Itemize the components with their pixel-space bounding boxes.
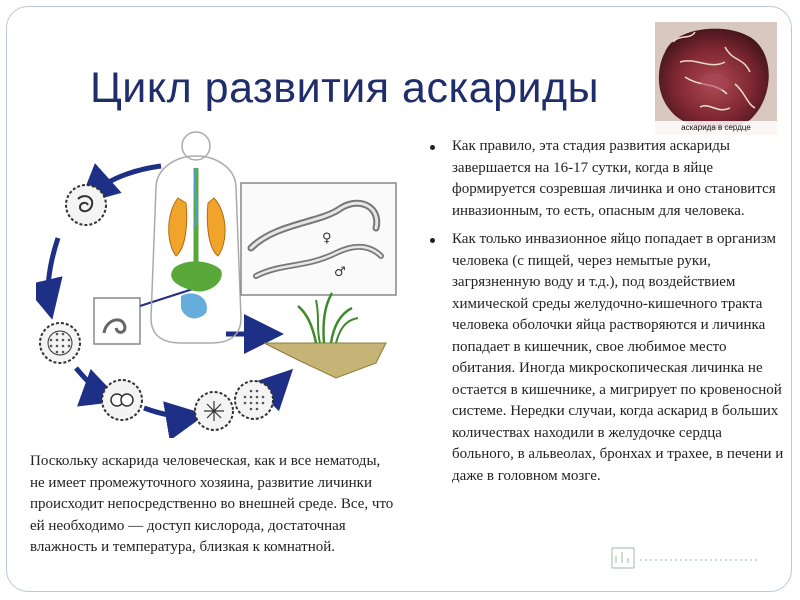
heart-photo	[655, 22, 777, 135]
bullet-item: Как только инвазионное яйцо попадает в организм человека (с пищей, через немытые руки, загрязненную воду и т.д.), под воздействием химической среды желудочно-кишечного тракта человека оболочки яйца растворяются и личинка попадает в кишечник, свое любимое место обитания. Иногда микроскопическая личинка не остается в кишечнике, а мигрирует по кровеносной системе. Нередки случаи, когда аскарид в больших количествах находили в желудочке сердца больного, в альвеолах, бронхах и трахее, в печени и даже в головном мозге.	[428, 229, 784, 487]
adult-worms-box	[241, 183, 396, 295]
soil-with-grass	[264, 293, 386, 378]
photo-caption: аскарида в сердце	[655, 121, 777, 135]
bullet-list	[428, 136, 784, 494]
egg-stage-1	[66, 185, 106, 225]
presentation-logo-icon	[608, 538, 768, 578]
cycle-arrow	[48, 238, 58, 310]
environment-paragraph: Поскольку аскарида человеческая, как и все нематоды, не имеет промежуточного хозяина, развитие личинки происходит непосредственно во внешней среде. Все, что ей необходимо — доступ кислорода, достаточная влажность и температура, близкая к комнатной.	[30, 453, 394, 555]
egg-stage-5	[235, 381, 273, 419]
egg-stage-4	[195, 392, 233, 430]
bullet-item: Как правило, эта стадия развития аскариды завершается на 16-17 сутки, когда в яйце формируется созревшая личинка и оно становится инвазионным, то есть, опасным для человека.	[428, 136, 784, 222]
life-cycle-diagram	[36, 128, 416, 438]
male-symbol: ♂	[334, 265, 346, 280]
heart-with-worms-icon	[655, 22, 777, 135]
slide-title: Цикл развития аскариды	[90, 64, 600, 112]
human-body-figure	[151, 132, 241, 343]
female-symbol: ♀	[322, 231, 332, 246]
larva-box	[94, 288, 196, 344]
cycle-arrow	[144, 408, 196, 417]
egg-stage-3	[102, 380, 142, 420]
egg-stage-2	[40, 323, 80, 363]
